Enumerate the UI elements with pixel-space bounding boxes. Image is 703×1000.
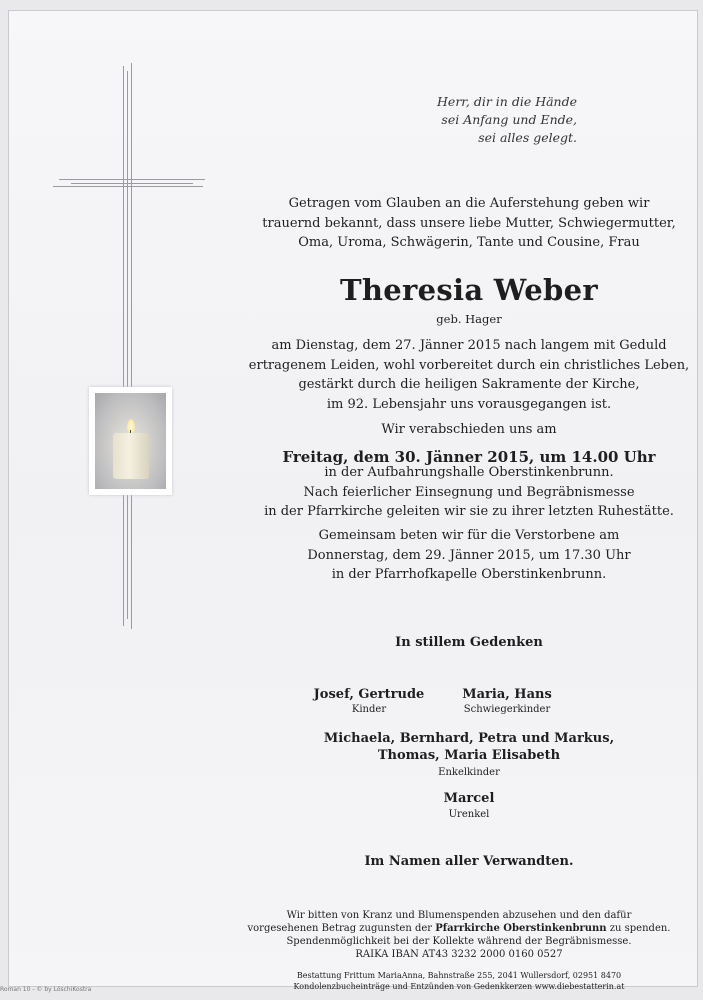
print-mark: Roman 10 - © by LöschiKostra — [0, 986, 92, 993]
children-role: Kinder — [351, 704, 387, 715]
grandchildren-names-2: Thomas, Maria Elisabeth — [377, 748, 561, 763]
intro-text: Getragen vom Glauben an die Auferstehung geben wir trauernd bekannt, dass unsere liebe Mutter, Schwiegermutter, Oma, Uroma, Schwägerin, Tante und Cousine, Frau — [262, 196, 676, 250]
death-notice: am Dienstag, dem 27. Jänner 2015 nach langem mit Geduld ertragenem Leiden, wohl vorbereitet durch ein christliches Leben, gestärkt durch die heiligen Sakramente der Kirche, im 92. Lebensjahr uns vorausgegangen ist. — [248, 338, 690, 412]
deceased-name: Theresia Weber — [340, 273, 598, 307]
funeral-details: in der Aufbahrungshalle Oberstinkenbrunn. Nach feierlicher Einsegnung und Begräbnismesse in der Pfarrkirche geleiten wir sie zu ihrer letzten Ruhestätte. — [264, 465, 674, 519]
great-grandchild-name: Marcel — [443, 791, 495, 806]
great-grandchild-role: Urenkel — [448, 809, 490, 820]
prayer-notice: Gemeinsam beten wir für die Verstorbene am Donnerstag, dem 29. Jänner 2015, um 17.30 Uhr in der Pfarrhofkapelle Oberstinkenbrunn. — [307, 528, 631, 582]
children-names: Josef, Gertrude — [313, 687, 425, 702]
grandchildren-role: Enkelkinder — [438, 767, 500, 778]
children-in-law-names: Maria, Hans — [462, 687, 552, 702]
memorial-heading: In stillem Gedenken — [395, 635, 543, 650]
children-in-law-role: Schwiegerkinder — [463, 704, 551, 715]
funeral-date: Freitag, dem 30. Jänner 2015, um 14.00 Uhr — [282, 448, 656, 466]
undertaker-info: Bestattung Frittum MariaAnna, Bahnstraße 255, 2041 Wullersdorf, 02951 8470 Kondolenzbucheinträge und Entzünden von Gedenkkerzen www.diebestatterin.at — [293, 971, 625, 991]
bible-quote: Herr, dir in die Hände sei Anfang und Ende, sei alles gelegt. — [437, 94, 577, 145]
grandchildren-names-1: Michaela, Bernhard, Petra und Markus, — [323, 731, 615, 746]
birth-name: geb. Hager — [436, 312, 502, 326]
candle-image — [89, 387, 172, 495]
closing-line: Im Namen aller Verwandten. — [364, 854, 574, 869]
donation-note: Wir bitten von Kranz und Blumenspenden abzusehen und den dafür vorgesehenen Betrag zugunsten der Pfarrkirche Oberstinkenbrunn zu spenden. Spendenmöglichkeit bei der Kollekte während der Begräbnismesse. RAIKA IBAN AT43 3232 2000 0160 0527 — [247, 910, 671, 960]
farewell-intro: Wir verabschieden uns am — [381, 422, 557, 437]
